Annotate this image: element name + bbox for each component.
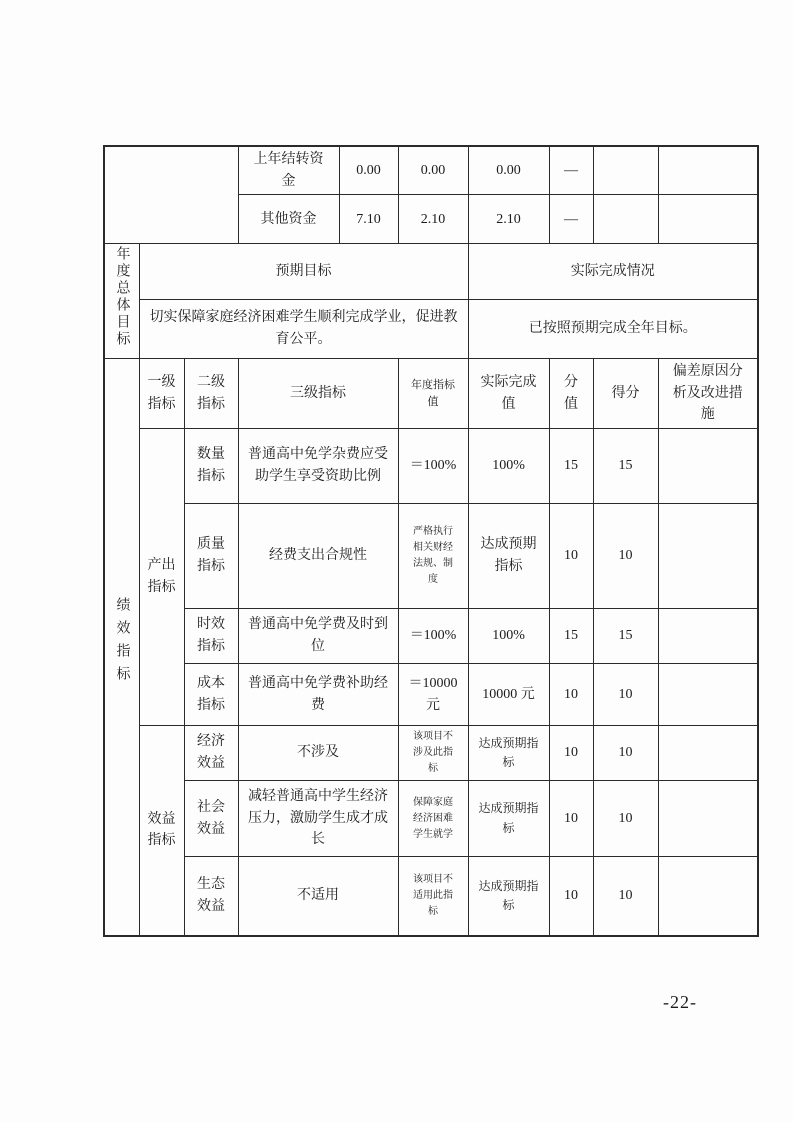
- table-row: [104, 664, 758, 726]
- annual-goal-label-text: 年度总体目标: [114, 246, 130, 349]
- table-row: [104, 299, 758, 359]
- actual-completion-header: 实际完成情况: [468, 244, 758, 299]
- empty-cell: [658, 146, 758, 195]
- table-row: [104, 781, 758, 857]
- carryover-dash-cell: —: [549, 146, 593, 195]
- level2-cell: 社会效益: [184, 781, 238, 857]
- header-score: 得分: [593, 359, 658, 429]
- score-cell: 10: [593, 857, 658, 936]
- level2-cell: 质量指标: [184, 504, 238, 609]
- table-row: [104, 609, 758, 664]
- table-row: [104, 504, 758, 609]
- score-total-cell: 10: [549, 857, 593, 936]
- annual-value-cell: 该项目不涉及此指标: [398, 726, 468, 781]
- annual-value-cell: ＝100%: [398, 429, 468, 504]
- carryover-label-text: 其他资金: [260, 211, 317, 227]
- carryover-left-empty-cell: [104, 146, 238, 244]
- level3-cell: 普通高中免学费补助经费: [238, 664, 398, 726]
- annual-value-cell: 保障家庭经济困难学生就学: [398, 781, 468, 857]
- table-row: [104, 726, 758, 781]
- score-cell: 15: [593, 429, 658, 504]
- performance-label-text: 绩效指标: [114, 597, 130, 689]
- level3-cell: 经费支出合规性: [238, 504, 398, 609]
- score-cell: 10: [593, 781, 658, 857]
- level3-cell: 不涉及: [238, 726, 398, 781]
- performance-report-table: [103, 145, 759, 937]
- empty-cell: [593, 195, 658, 244]
- level2-cell: 数量指标: [184, 429, 238, 504]
- carryover-value-cell: 0.00: [339, 146, 398, 195]
- score-cell: 15: [593, 609, 658, 664]
- header-level2: 二级指标: [184, 359, 238, 429]
- header-deviation: 偏差原因分析及改进措施: [658, 359, 758, 429]
- carryover-value-cell: 2.10: [398, 195, 468, 244]
- header-actual-value: 实际完成值: [468, 359, 549, 429]
- table-row: [104, 244, 758, 299]
- annual-value-cell: ＝10000元: [398, 664, 468, 726]
- level3-cell: 不适用: [238, 857, 398, 936]
- carryover-label-text: 上年结转资金: [253, 152, 324, 189]
- deviation-cell: [658, 726, 758, 781]
- level2-cell: 时效指标: [184, 609, 238, 664]
- score-cell: 10: [593, 504, 658, 609]
- annual-value-cell: 严格执行相关财经法规、制度: [398, 504, 468, 609]
- deviation-cell: [658, 609, 758, 664]
- empty-cell: [658, 195, 758, 244]
- table-row: [104, 429, 758, 504]
- carryover-row-label: [238, 146, 339, 195]
- level3-cell: 普通高中免学杂费应受助学生享受资助比例: [238, 429, 398, 504]
- deviation-cell: [658, 857, 758, 936]
- empty-cell: [593, 146, 658, 195]
- score-total-cell: 10: [549, 781, 593, 857]
- expected-goal-text: 切实保障家庭经济困难学生顺利完成学业，促进教育公平。: [139, 299, 468, 359]
- level2-cell: 经济效益: [184, 726, 238, 781]
- carryover-value-cell: 2.10: [468, 195, 549, 244]
- deviation-cell: [658, 429, 758, 504]
- score-total-cell: 15: [549, 609, 593, 664]
- expected-goal-header: 预期目标: [139, 244, 468, 299]
- annual-value-cell: ＝100%: [398, 609, 468, 664]
- header-level1: 一级指标: [139, 359, 184, 429]
- header-score-total: 分值: [549, 359, 593, 429]
- level3-cell: 减轻普通高中学生经济压力，激励学生成才成长: [238, 781, 398, 857]
- actual-value-cell: 达成预期指标: [468, 504, 549, 609]
- performance-section-label: [104, 359, 139, 936]
- group-label-benefit: 效益指标: [139, 726, 184, 936]
- table-row: [104, 359, 758, 429]
- level2-cell: 成本指标: [184, 664, 238, 726]
- group-label-output: 产出指标: [139, 429, 184, 726]
- annual-value-cell: 该项目不适用此指标: [398, 857, 468, 936]
- page-number: -22-: [663, 992, 697, 1012]
- deviation-cell: [658, 504, 758, 609]
- carryover-value-cell: 7.10: [339, 195, 398, 244]
- deviation-cell: [658, 781, 758, 857]
- level2-cell: 生态效益: [184, 857, 238, 936]
- annual-goal-section-label: [104, 244, 139, 359]
- deviation-cell: [658, 664, 758, 726]
- actual-value-cell: 达成预期指标: [468, 781, 549, 857]
- actual-value-cell: 达成预期指标: [468, 857, 549, 936]
- score-total-cell: 10: [549, 664, 593, 726]
- table-row: [104, 857, 758, 936]
- actual-value-cell: 10000 元: [468, 664, 549, 726]
- header-level3: 三级指标: [238, 359, 398, 429]
- score-cell: 10: [593, 664, 658, 726]
- score-total-cell: 10: [549, 726, 593, 781]
- actual-value-cell: 100%: [468, 429, 549, 504]
- score-total-cell: 15: [549, 429, 593, 504]
- score-cell: 10: [593, 726, 658, 781]
- table-row: [104, 146, 758, 195]
- level3-cell: 普通高中免学费及时到位: [238, 609, 398, 664]
- carryover-value-cell: 0.00: [398, 146, 468, 195]
- actual-value-cell: 100%: [468, 609, 549, 664]
- header-annual-value: 年度指标值: [398, 359, 468, 429]
- actual-completion-text: 已按照预期完成全年目标。: [468, 299, 758, 359]
- carryover-dash-cell: —: [549, 195, 593, 244]
- carryover-row-label: [238, 195, 339, 244]
- actual-value-cell: 达成预期指标: [468, 726, 549, 781]
- carryover-value-cell: 0.00: [468, 146, 549, 195]
- score-total-cell: 10: [549, 504, 593, 609]
